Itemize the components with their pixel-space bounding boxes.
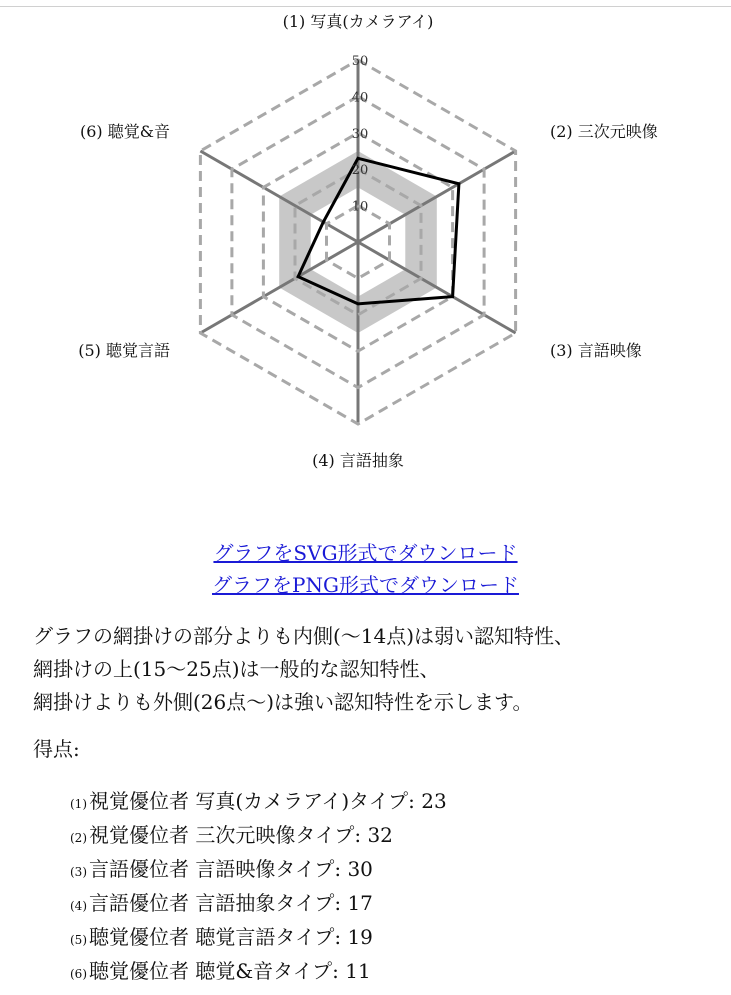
tick-label: 50 [351, 54, 369, 69]
score-item [70, 886, 447, 920]
axis-label: (3) 言語映像 [550, 341, 642, 360]
description [33, 620, 723, 719]
score-number: (1) [70, 797, 87, 811]
axis-label: (1) 写真(カメラアイ) [282, 12, 434, 31]
description-line-1: グラフの網掛けの部分よりも内側(〜14点)は弱い認知特性、 [33, 624, 575, 648]
axis-label: (2) 三次元映像 [550, 122, 658, 141]
scores-heading: 得点: [33, 737, 80, 761]
score-number: (3) [70, 865, 87, 879]
axis-lines-layer [200, 60, 515, 424]
score-number: (5) [70, 933, 87, 947]
tick-label: 20 [351, 163, 369, 179]
score-text: 聴覚優位者 聴覚&音タイプ: 11 [89, 959, 371, 983]
score-text: 視覚優位者 写真(カメラアイ)タイプ: 23 [89, 789, 447, 813]
score-text: 言語優位者 言語映像タイプ: 30 [89, 857, 373, 881]
score-item [70, 852, 447, 886]
description-line-2: 網掛けの上(15〜25点)は一般的な認知特性、 [33, 657, 440, 681]
score-text: 言語優位者 言語抽象タイプ: 17 [89, 891, 373, 915]
axis-label: (6) 聴覚&音 [80, 122, 170, 141]
axis-label: (5) 聴覚言語 [78, 341, 170, 360]
png-download-link[interactable]: グラフをPNG形式でダウンロード [212, 573, 519, 597]
description-line-3: 網掛けよりも外側(26点〜)は強い認知特性を示します。 [33, 690, 533, 714]
tick-label: 10 [351, 199, 369, 215]
scores-list [70, 784, 447, 988]
score-item [70, 920, 447, 954]
tick-label: 40 [351, 90, 369, 106]
score-number: (4) [70, 899, 87, 913]
score-item [70, 818, 447, 852]
score-text: 聴覚優位者 聴覚言語タイプ: 19 [89, 925, 373, 949]
score-number: (2) [70, 831, 87, 845]
svg-download-link[interactable]: グラフをSVG形式でダウンロード [213, 541, 518, 565]
radar-chart [0, 0, 731, 490]
axis-label: (4) 言語抽象 [312, 451, 404, 470]
axis-labels-layer [78, 12, 658, 470]
score-item [70, 954, 447, 988]
download-links [0, 537, 731, 601]
score-text: 視覚優位者 三次元映像タイプ: 32 [89, 823, 393, 847]
score-item [70, 784, 447, 818]
tick-label: 30 [351, 126, 369, 142]
score-number: (6) [70, 967, 87, 981]
